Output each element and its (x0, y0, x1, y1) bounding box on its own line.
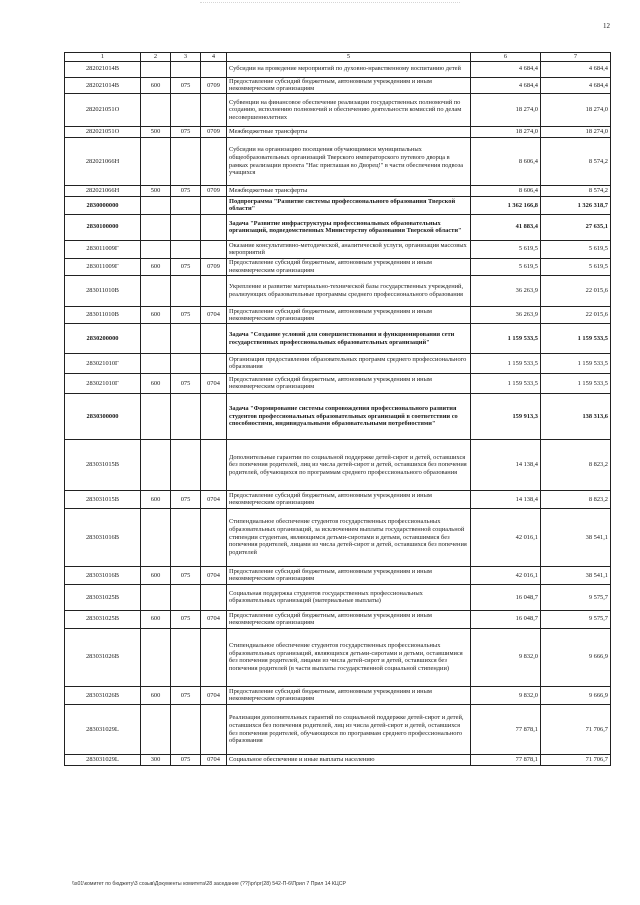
section-code-cell (201, 353, 227, 373)
expense-type-cell: 600 (141, 686, 171, 704)
ministry-code-cell: 075 (171, 307, 201, 324)
expense-type-cell (141, 93, 171, 126)
table-row (65, 258, 611, 275)
ministry-code-cell (171, 240, 201, 258)
description-cell: Укрепление и развитие материально-технической базы государственных учреждений, реализующих образовательные программы среднего профессионального образования (227, 275, 471, 306)
executed-amount-cell: 5 619,5 (541, 240, 611, 258)
executed-amount-cell: 22 015,6 (541, 307, 611, 324)
table-row (65, 628, 611, 686)
row-code-cell: 283021010Г (65, 373, 141, 393)
section-code-cell (201, 137, 227, 186)
table-row (65, 214, 611, 240)
section-code-cell (201, 275, 227, 306)
row-code-cell: 282021014В (65, 61, 141, 77)
description-cell: Предоставление субсидий бюджетным, автономным учреждениям и иным некоммерческим организациям (227, 373, 471, 393)
table-row (65, 584, 611, 610)
executed-amount-cell: 4 684,4 (541, 77, 611, 93)
description-cell: Межбюджетные трансферты (227, 186, 471, 197)
expense-type-cell (141, 61, 171, 77)
expense-type-cell (141, 353, 171, 373)
table-row (65, 324, 611, 354)
row-code-cell: 283031025В (65, 584, 141, 610)
executed-amount-cell: 27 635,1 (541, 214, 611, 240)
ministry-code-cell: 075 (171, 610, 201, 628)
column-header: 4 (201, 53, 227, 62)
budget-table (64, 52, 611, 766)
scan-noise-line (200, 2, 460, 5)
planned-amount-cell: 14 138,4 (471, 490, 541, 508)
table-row (65, 566, 611, 584)
executed-amount-cell: 38 541,1 (541, 566, 611, 584)
row-code-cell: 2830300000 (65, 393, 141, 440)
section-code-cell: 0704 (201, 373, 227, 393)
ministry-code-cell (171, 440, 201, 490)
planned-amount-cell: 5 619,5 (471, 258, 541, 275)
ministry-code-cell (171, 196, 201, 214)
description-cell: Предоставление субсидий бюджетным, автономным учреждениям и иным некоммерческим организациям (227, 610, 471, 628)
description-cell: Реализация дополнительных гарантий по социальной поддержке детей-сирот и детей, оставшихся без попечения родителей, лиц из числа детей-сирот и детей, оставшихся без попечения родителей, обучающихся по программам среднего профессионального образования (227, 704, 471, 754)
planned-amount-cell: 77 878,1 (471, 755, 541, 766)
table-row (65, 93, 611, 126)
ministry-code-cell (171, 214, 201, 240)
ministry-code-cell (171, 704, 201, 754)
row-code-cell: 283031029L (65, 755, 141, 766)
description-cell: Задача "Формирование системы сопровождения профессионального развития студентов профессиональных образовательных организаций в соответствии со способностями, индивидуальными образовательными потребностями" (227, 393, 471, 440)
section-code-cell: 0704 (201, 490, 227, 508)
table-row (65, 393, 611, 440)
planned-amount-cell: 9 832,0 (471, 628, 541, 686)
ministry-code-cell: 075 (171, 258, 201, 275)
planned-amount-cell: 42 016,1 (471, 508, 541, 566)
description-cell: Субвенции на финансовое обеспечение реализации государственных полномочий по созданию, исполнению полномочий и обеспечению деятельности комиссий по делам несовершеннолетних (227, 93, 471, 126)
ministry-code-cell (171, 61, 201, 77)
description-cell: Субсидии на проведение мероприятий по духовно-нравственному воспитанию детей (227, 61, 471, 77)
planned-amount-cell: 4 684,4 (471, 61, 541, 77)
column-header: 7 (541, 53, 611, 62)
ministry-code-cell (171, 353, 201, 373)
planned-amount-cell: 18 274,0 (471, 127, 541, 138)
section-code-cell: 0704 (201, 686, 227, 704)
row-code-cell: 282021066Н (65, 186, 141, 197)
description-cell: Подпрограмма "Развитие системы профессионального образования Тверской области" (227, 196, 471, 214)
ministry-code-cell: 075 (171, 755, 201, 766)
expense-type-cell (141, 275, 171, 306)
expense-type-cell: 600 (141, 258, 171, 275)
row-code-cell: 283031016В (65, 508, 141, 566)
table-row (65, 686, 611, 704)
executed-amount-cell: 8 823,2 (541, 440, 611, 490)
description-cell: Предоставление субсидий бюджетным, автономным учреждениям и иным некоммерческим организациям (227, 686, 471, 704)
ministry-code-cell: 075 (171, 127, 201, 138)
planned-amount-cell: 16 048,7 (471, 610, 541, 628)
expense-type-cell (141, 214, 171, 240)
table-row (65, 704, 611, 754)
table-row (65, 240, 611, 258)
expense-type-cell (141, 240, 171, 258)
executed-amount-cell: 18 274,0 (541, 93, 611, 126)
table-row (65, 61, 611, 77)
expense-type-cell (141, 704, 171, 754)
ministry-code-cell: 075 (171, 566, 201, 584)
planned-amount-cell: 159 913,3 (471, 393, 541, 440)
description-cell: Межбюджетные трансферты (227, 127, 471, 138)
description-cell: Организация предоставления образовательных программ среднего профессионального образования (227, 353, 471, 373)
planned-amount-cell: 8 606,4 (471, 186, 541, 197)
table-row (65, 440, 611, 490)
planned-amount-cell: 36 263,9 (471, 275, 541, 306)
executed-amount-cell: 22 015,6 (541, 275, 611, 306)
description-cell: Социальное обеспечение и иные выплаты населению (227, 755, 471, 766)
section-code-cell (201, 61, 227, 77)
section-code-cell (201, 240, 227, 258)
executed-amount-cell: 8 574,2 (541, 186, 611, 197)
planned-amount-cell: 1 159 533,5 (471, 324, 541, 354)
file-path-footer: \\s01\комитет по бюджету\3 созыв\Документы комитета\28 заседание (??)\pr\pr(28) 542-П-6\Прил 7 Прил 14 КЦСР (72, 881, 346, 887)
expense-type-cell (141, 196, 171, 214)
expense-type-cell: 500 (141, 127, 171, 138)
executed-amount-cell: 71 706,7 (541, 704, 611, 754)
expense-type-cell: 600 (141, 307, 171, 324)
row-code-cell: 282021051О (65, 93, 141, 126)
planned-amount-cell: 77 878,1 (471, 704, 541, 754)
planned-amount-cell: 8 606,4 (471, 137, 541, 186)
section-code-cell: 0704 (201, 307, 227, 324)
expense-type-cell (141, 324, 171, 354)
table-row (65, 307, 611, 324)
executed-amount-cell: 4 684,4 (541, 61, 611, 77)
planned-amount-cell: 9 832,0 (471, 686, 541, 704)
executed-amount-cell: 5 619,5 (541, 258, 611, 275)
description-cell: Дополнительные гарантии по социальной поддержке детей-сирот и детей, оставшихся без попечения родителей, лиц из числа детей-сирот и детей, оставшихся без попечения родителей, обучающихся по программам среднего профессионального образования (227, 440, 471, 490)
row-code-cell: 283031025В (65, 610, 141, 628)
table-row (65, 373, 611, 393)
description-cell: Оказание консультативно-методической, аналитической услуги, организация массовых мероприятий (227, 240, 471, 258)
table-row (65, 490, 611, 508)
description-cell: Стипендиальное обеспечение студентов государственных профессиональных образовательных организаций, за исключением выплаты государственной социальной стипендии студентам, являющимся детьми-сиротами и детьми, оставшимися без попечения родителей, лицами из числа детей-сирот и детей, оставшихся без попечения родителей (227, 508, 471, 566)
row-code-cell: 2830200000 (65, 324, 141, 354)
section-code-cell (201, 508, 227, 566)
expense-type-cell: 300 (141, 755, 171, 766)
table-body (65, 61, 611, 765)
row-code-cell: 283021010Г (65, 353, 141, 373)
description-cell: Стипендиальное обеспечение студентов государственных профессиональных образовательных организаций, являющихся детьми-сиротами и детьми, оставшимися без попечения родителей, лицами из числа детей-сирот и детей, оставшихся без попечения родителей (в части выплаты государственной социальной стипендии) (227, 628, 471, 686)
table-row (65, 77, 611, 93)
row-code-cell: 283011009Г (65, 258, 141, 275)
ministry-code-cell: 075 (171, 77, 201, 93)
planned-amount-cell: 41 883,4 (471, 214, 541, 240)
description-cell: Задача "Развитие инфраструктуры профессиональных образовательных организаций, подведомственных Министерству образования Тверской области" (227, 214, 471, 240)
executed-amount-cell: 138 313,6 (541, 393, 611, 440)
table-row (65, 755, 611, 766)
section-code-cell (201, 214, 227, 240)
section-code-cell (201, 324, 227, 354)
section-code-cell: 0709 (201, 127, 227, 138)
executed-amount-cell: 1 159 533,5 (541, 373, 611, 393)
row-code-cell: 283031015В (65, 440, 141, 490)
ministry-code-cell (171, 324, 201, 354)
ministry-code-cell (171, 508, 201, 566)
column-header: 1 (65, 53, 141, 62)
description-cell: Субсидии на организацию посещения обучающимися муниципальных общеобразовательных организаций Тверского императорского путевого дворца в рамках реализации проекта "Нас приглашая во Дворец!" в части обеспечения подвоза учащихся (227, 137, 471, 186)
row-code-cell: 283031026В (65, 628, 141, 686)
ministry-code-cell (171, 584, 201, 610)
section-code-cell: 0709 (201, 186, 227, 197)
description-cell: Предоставление субсидий бюджетным, автономным учреждениям и иным некоммерческим организациям (227, 566, 471, 584)
executed-amount-cell: 9 575,7 (541, 610, 611, 628)
section-code-cell: 0704 (201, 755, 227, 766)
expense-type-cell: 600 (141, 566, 171, 584)
table-row (65, 196, 611, 214)
row-code-cell: 282021014В (65, 77, 141, 93)
expense-type-cell: 600 (141, 490, 171, 508)
ministry-code-cell (171, 137, 201, 186)
executed-amount-cell: 1 326 318,7 (541, 196, 611, 214)
planned-amount-cell: 4 684,4 (471, 77, 541, 93)
expense-type-cell (141, 440, 171, 490)
section-code-cell: 0704 (201, 610, 227, 628)
ministry-code-cell (171, 93, 201, 126)
expense-type-cell: 600 (141, 77, 171, 93)
section-code-cell: 0704 (201, 566, 227, 584)
description-cell: Предоставление субсидий бюджетным, автономным учреждениям и иным некоммерческим организациям (227, 258, 471, 275)
table-row (65, 610, 611, 628)
expense-type-cell: 600 (141, 610, 171, 628)
expense-type-cell (141, 628, 171, 686)
executed-amount-cell: 1 159 533,5 (541, 353, 611, 373)
row-code-cell: 283031016В (65, 566, 141, 584)
description-cell: Предоставление субсидий бюджетным, автономным учреждениям и иным некоммерческим организациям (227, 77, 471, 93)
section-code-cell: 0709 (201, 77, 227, 93)
ministry-code-cell (171, 628, 201, 686)
column-header: 3 (171, 53, 201, 62)
column-header: 5 (227, 53, 471, 62)
executed-amount-cell: 9 666,9 (541, 628, 611, 686)
expense-type-cell (141, 584, 171, 610)
row-code-cell: 283011010В (65, 307, 141, 324)
section-code-cell (201, 196, 227, 214)
executed-amount-cell: 38 541,1 (541, 508, 611, 566)
planned-amount-cell: 1 159 533,5 (471, 353, 541, 373)
planned-amount-cell: 16 048,7 (471, 584, 541, 610)
executed-amount-cell: 8 574,2 (541, 137, 611, 186)
row-code-cell: 2830000000 (65, 196, 141, 214)
section-code-cell (201, 584, 227, 610)
row-code-cell: 2830100000 (65, 214, 141, 240)
table-row (65, 275, 611, 306)
planned-amount-cell: 36 263,9 (471, 307, 541, 324)
planned-amount-cell: 1 159 533,5 (471, 373, 541, 393)
section-code-cell (201, 440, 227, 490)
section-code-cell (201, 704, 227, 754)
row-code-cell: 282021051О (65, 127, 141, 138)
executed-amount-cell: 8 823,2 (541, 490, 611, 508)
row-code-cell: 283031029L (65, 704, 141, 754)
ministry-code-cell: 075 (171, 490, 201, 508)
description-cell: Социальная поддержка студентов государственных профессиональных образовательных организаций (материальные выплаты) (227, 584, 471, 610)
executed-amount-cell: 1 159 533,5 (541, 324, 611, 354)
row-code-cell: 283031026В (65, 686, 141, 704)
expense-type-cell (141, 508, 171, 566)
planned-amount-cell: 14 138,4 (471, 440, 541, 490)
expense-type-cell: 600 (141, 373, 171, 393)
ministry-code-cell: 075 (171, 373, 201, 393)
expense-type-cell: 500 (141, 186, 171, 197)
section-code-cell (201, 628, 227, 686)
ministry-code-cell: 075 (171, 186, 201, 197)
executed-amount-cell: 9 666,9 (541, 686, 611, 704)
ministry-code-cell: 075 (171, 686, 201, 704)
section-code-cell (201, 93, 227, 126)
row-code-cell: 283031015В (65, 490, 141, 508)
description-cell: Задача "Создание условий для совершенствования и функционирования сети государственных профессиональных образовательных организаций" (227, 324, 471, 354)
expense-type-cell (141, 137, 171, 186)
description-cell: Предоставление субсидий бюджетным, автономным учреждениям и иным некоммерческим организациям (227, 307, 471, 324)
row-code-cell: 283011009Г (65, 240, 141, 258)
table-row (65, 127, 611, 138)
planned-amount-cell: 5 619,5 (471, 240, 541, 258)
planned-amount-cell: 42 016,1 (471, 566, 541, 584)
row-code-cell: 282021066Н (65, 137, 141, 186)
table-row (65, 137, 611, 186)
executed-amount-cell: 71 706,7 (541, 755, 611, 766)
section-code-cell: 0709 (201, 258, 227, 275)
table-row (65, 353, 611, 373)
ministry-code-cell (171, 275, 201, 306)
column-header: 6 (471, 53, 541, 62)
table-row (65, 186, 611, 197)
expense-type-cell (141, 393, 171, 440)
table-header-row (65, 53, 611, 62)
row-code-cell: 283011010В (65, 275, 141, 306)
description-cell: Предоставление субсидий бюджетным, автономным учреждениям и иным некоммерческим организациям (227, 490, 471, 508)
column-header: 2 (141, 53, 171, 62)
executed-amount-cell: 18 274,0 (541, 127, 611, 138)
executed-amount-cell: 9 575,7 (541, 584, 611, 610)
planned-amount-cell: 18 274,0 (471, 93, 541, 126)
ministry-code-cell (171, 393, 201, 440)
table-row (65, 508, 611, 566)
page-number: 12 (603, 22, 610, 30)
planned-amount-cell: 1 362 166,8 (471, 196, 541, 214)
section-code-cell (201, 393, 227, 440)
